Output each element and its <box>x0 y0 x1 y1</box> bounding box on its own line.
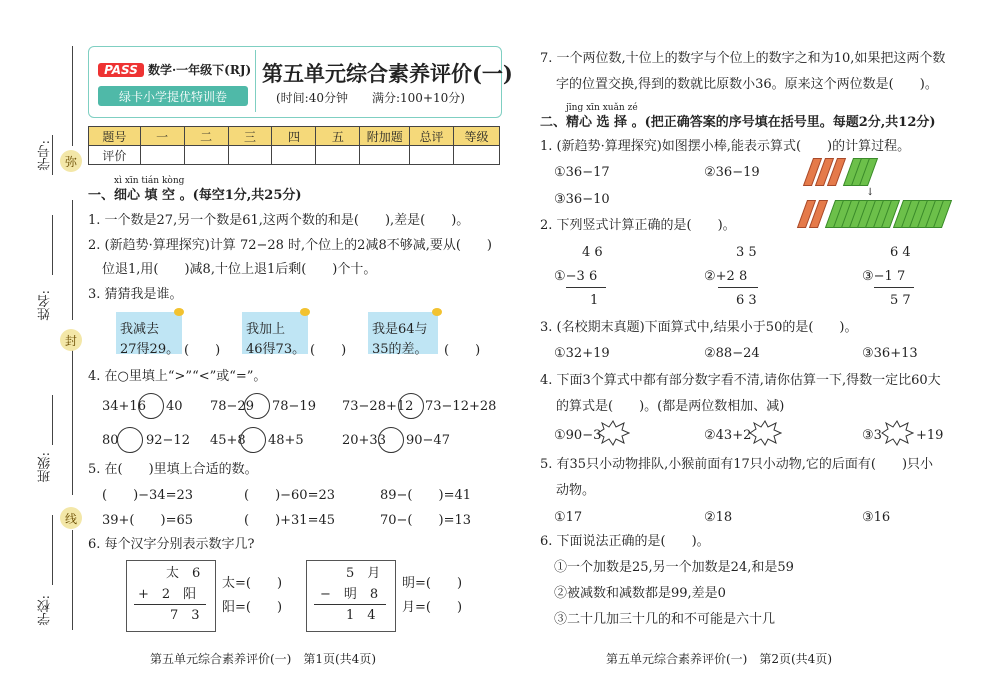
seal-mi: 弥 <box>60 150 82 172</box>
score-cell[interactable] <box>316 146 360 165</box>
seal-feng: 封 <box>60 329 82 351</box>
score-cell[interactable] <box>228 146 272 165</box>
name-label: 姓名: <box>38 290 53 321</box>
bee-icon <box>174 308 184 316</box>
q7-line1: 7. 一个两位数,十位上的数字与个位上的数字之和为10,如果把这两个数 <box>540 51 946 66</box>
q5: 5. 在( )里填上合适的数。 <box>88 462 258 477</box>
option[interactable]: ③二十几加三十几的和不可能是六十几 <box>554 612 776 627</box>
page-title: 第五单元综合素养评价(一) <box>262 61 513 86</box>
q6: 6. 每个汉字分别表示数字几? <box>88 537 255 552</box>
pinyin: xì xīn tián kòng <box>114 176 185 186</box>
compare-circle[interactable] <box>378 427 404 453</box>
choice-q4-line2: 的算式是( )。(都是两位数相加、减) <box>556 399 785 414</box>
smudge-icon <box>596 420 630 446</box>
option[interactable]: ①32+19 <box>554 346 610 361</box>
brand-logo: PASS <box>98 63 144 77</box>
option[interactable]: ②88−24 <box>704 346 760 361</box>
score-cell[interactable] <box>360 146 410 165</box>
school-label: 学校: <box>38 595 53 626</box>
option[interactable]: ①−3 6 <box>554 269 598 284</box>
score-cell[interactable] <box>184 146 228 165</box>
option[interactable]: ③3 <box>862 428 882 443</box>
answer-blank[interactable]: ( ) <box>310 343 347 358</box>
pinyin: jīng xīn xuǎn zé <box>566 103 638 113</box>
choice-q2: 2. 下列竖式计算正确的是( )。 <box>540 218 736 233</box>
riddle-bubble: 我减去 27得29。 <box>116 312 182 354</box>
choice-q1: 1. (新趋势·算理探究)如图摆小棒,能表示算式( )的计算过程。 <box>540 139 911 154</box>
class-label: 班级: <box>38 452 53 483</box>
option[interactable]: ③−1 7 <box>862 269 906 284</box>
score-table: 题号 一 二 三 四 五 附加题 总评 等级 评价 <box>88 126 500 165</box>
choice-q3: 3. (名校期末真题)下面算式中,结果小于50的是( )。 <box>540 320 858 335</box>
sticks-illustration: ↓ <box>800 158 950 238</box>
seal-xian: 线 <box>60 507 82 529</box>
footer-right: 第五单元综合素养评价(一) 第2页(共4页) <box>606 652 832 666</box>
bee-icon <box>300 308 310 316</box>
score-cell[interactable] <box>454 146 500 165</box>
subject-label: 数学·一年级下(RJ) <box>148 63 252 77</box>
exam-meta: (时间:40分钟 满分:100+10分) <box>276 91 465 105</box>
series-tag: 绿卡小学提优特训卷 <box>98 86 248 106</box>
score-cell[interactable] <box>410 146 454 165</box>
q7-line2: 字的位置交换,得到的数就比原数小36。原来这个两位数是( )。 <box>556 77 938 92</box>
section1-heading: 一、细心 填 空 。(每空1分,共25分) <box>88 188 302 203</box>
option[interactable]: ②被减数和减数都是99,差是0 <box>554 586 726 601</box>
q4: 4. 在○里填上“>”“<”或“=”。 <box>88 369 267 384</box>
answer-blank[interactable]: ( ) <box>444 343 481 358</box>
q1: 1. 一个数是27,另一个数是61,这两个数的和是( ),差是( )。 <box>88 213 470 228</box>
option[interactable]: ①17 <box>554 510 583 525</box>
bee-icon <box>432 308 442 316</box>
smudge-icon <box>748 420 782 446</box>
option[interactable]: ①一个加数是25,另一个加数是24,和是59 <box>554 560 794 575</box>
compare-circle[interactable] <box>244 393 270 419</box>
section2-heading: 二、精心 选 择 。(把正确答案的序号填在括号里。每题2分,共12分) <box>540 115 936 130</box>
option[interactable]: ③16 <box>862 510 891 525</box>
riddle-bubble: 我加上 46得73。 <box>242 312 308 354</box>
choice-q5-line2: 动物。 <box>556 483 596 498</box>
option[interactable]: ③36+13 <box>862 346 918 361</box>
option[interactable]: ①36−17 <box>554 165 610 180</box>
footer-left: 第五单元综合素养评价(一) 第1页(共4页) <box>150 652 376 666</box>
compare-circle[interactable] <box>138 393 164 419</box>
choice-q5-line1: 5. 有35只小动物排队,小猴前面有17只小动物,它的后面有( )只小 <box>540 457 934 472</box>
option[interactable]: ②18 <box>704 510 733 525</box>
smudge-icon <box>880 420 914 446</box>
q2-line2: 位退1,用( )减8,十位上退1后剩( )个十。 <box>102 262 377 277</box>
option[interactable]: ③36−10 <box>554 192 610 207</box>
compare-circle[interactable] <box>398 393 424 419</box>
student-id-label: 学号: <box>38 140 53 171</box>
choice-q4-line1: 4. 下面3个算式中都有部分数字看不清,请你估算一下,得数一定比60大 <box>540 373 941 388</box>
option[interactable]: ②+2 8 <box>704 269 748 284</box>
q3: 3. 猜猜我是谁。 <box>88 287 183 302</box>
option[interactable]: ②36−19 <box>704 165 760 180</box>
compare-circle[interactable] <box>117 427 143 453</box>
compare-circle[interactable] <box>240 427 266 453</box>
score-cell[interactable] <box>272 146 316 165</box>
answer-blank[interactable]: ( ) <box>184 343 221 358</box>
choice-q6: 6. 下面说法正确的是( )。 <box>540 534 710 549</box>
option[interactable]: ①90−3 <box>554 428 602 443</box>
score-cell[interactable] <box>140 146 184 165</box>
riddle-bubble: 我是64与 35的差。 <box>368 312 438 354</box>
option[interactable]: ②43+2 <box>704 428 752 443</box>
q2-line1: 2. (新趋势·算理探究)计算 72−28 时,个位上的2减8不够减,要从( ) <box>88 238 493 253</box>
